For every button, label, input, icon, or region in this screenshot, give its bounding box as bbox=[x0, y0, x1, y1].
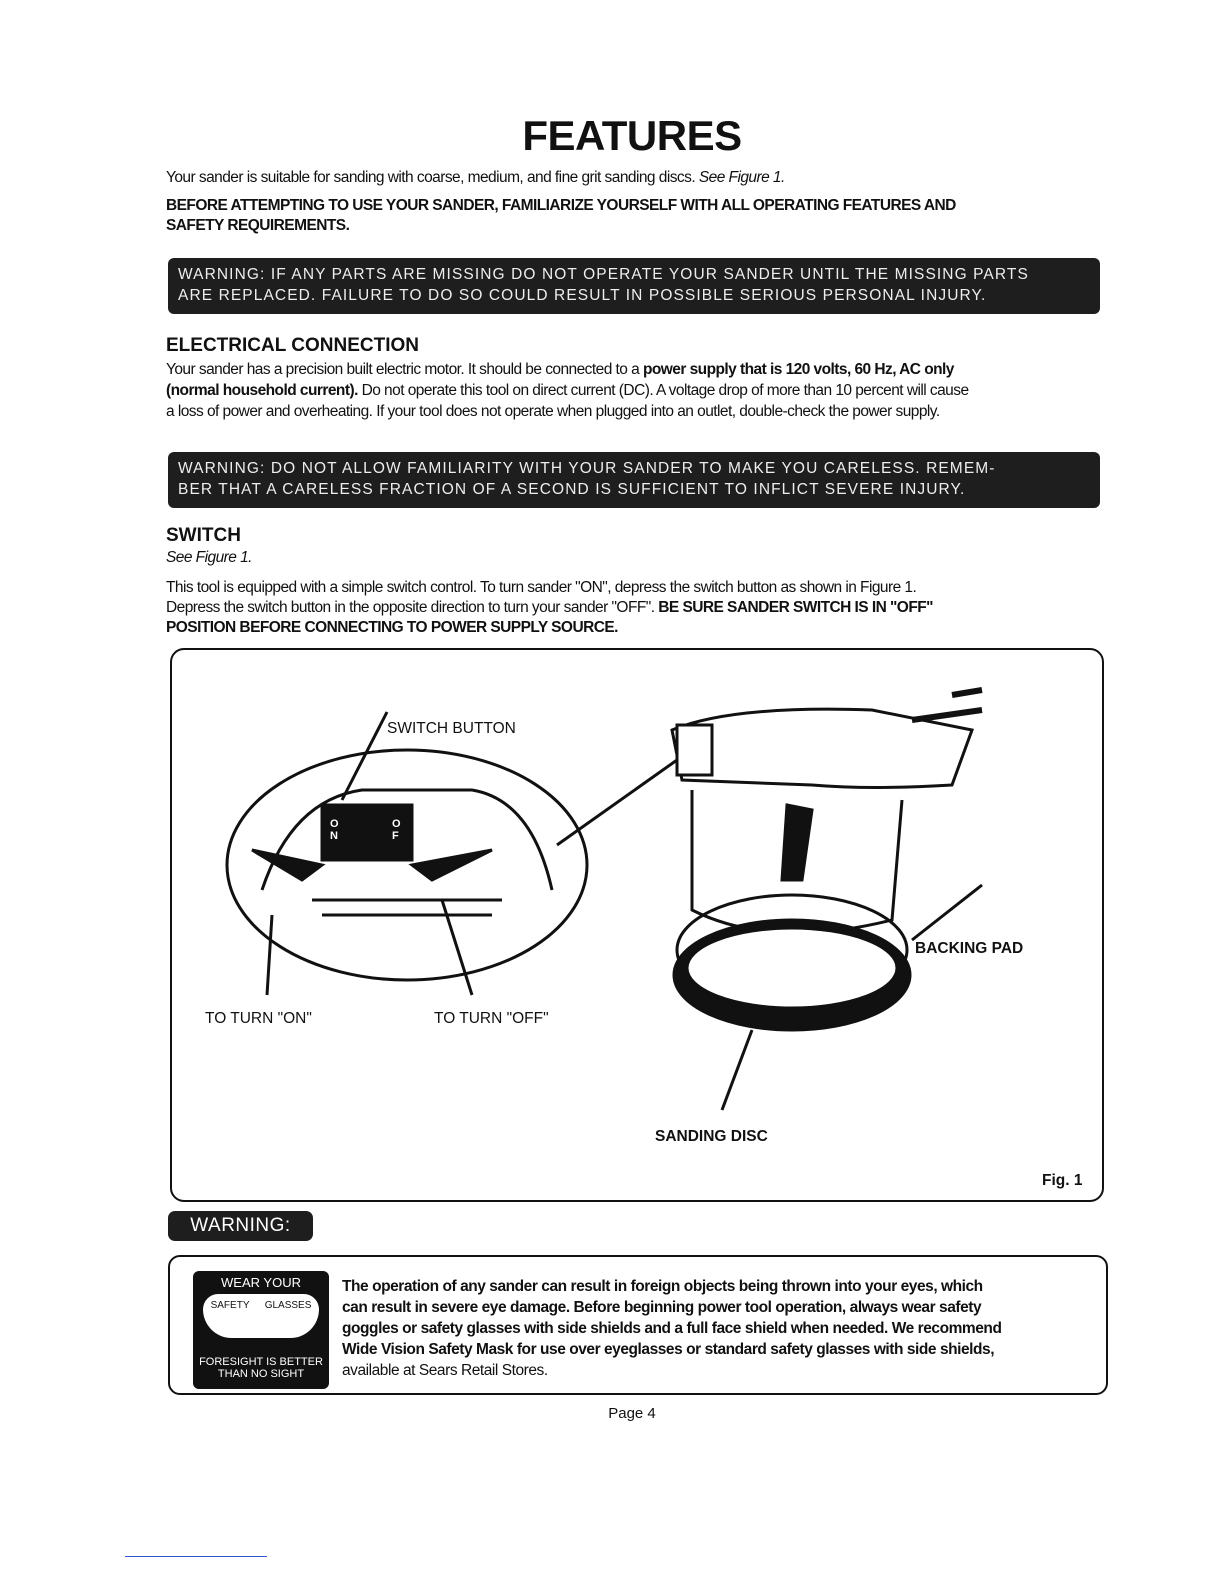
electrical-heading: ELECTRICAL CONNECTION bbox=[166, 335, 419, 356]
intro-see-figure: See Figure 1. bbox=[698, 169, 785, 186]
electrical-line-1 bbox=[166, 360, 1106, 380]
badge-bottom-2: THAN NO SIGHT bbox=[217, 1368, 305, 1380]
electrical-line-2 bbox=[166, 381, 1106, 401]
intro-text bbox=[166, 168, 1106, 188]
warning-line: WARNING: IF ANY PARTS ARE MISSING DO NOT OPERATE YOUR SANDER UNTIL THE MISSING PARTS bbox=[178, 266, 1029, 283]
label-turn-on: TO TURN "ON" bbox=[205, 1010, 312, 1027]
switch-on-letters: ON bbox=[330, 818, 339, 842]
eye-warning-line: goggles or safety glasses with side shields and a full face shield when needed. We recommend bbox=[342, 1320, 1002, 1337]
before-line-1: BEFORE ATTEMPTING TO USE YOUR SANDER, FAMILIARIZE YOURSELF WITH ALL OPERATING FEATURES AND bbox=[166, 197, 956, 214]
switch-see-figure: See Figure 1. bbox=[166, 549, 252, 566]
switch-closeup-drawing bbox=[227, 712, 677, 995]
warning-banner-familiarity bbox=[168, 452, 1100, 508]
switch-off-letters: OF bbox=[392, 818, 401, 842]
before-line-2: SAFETY REQUIREMENTS. bbox=[166, 217, 350, 234]
warning-line: WARNING: DO NOT ALLOW FAMILIARITY WITH YOUR SANDER TO MAKE YOU CARELESS. REMEM- bbox=[178, 460, 996, 477]
text: Your sander has a precision built electric motor. It should be connected to a bbox=[166, 361, 643, 378]
intro-sentence: Your sander is suitable for sanding with coarse, medium, and fine grit sanding discs. bbox=[166, 169, 696, 186]
page-number: Page 4 bbox=[608, 1405, 656, 1422]
label-switch-button: SWITCH BUTTON bbox=[387, 720, 516, 737]
text: Depress the switch button in the opposite direction to turn your sander "OFF". bbox=[166, 599, 659, 616]
eye-warning-line: The operation of any sander can result in foreign objects being thrown into your eyes, which bbox=[342, 1278, 983, 1295]
goggles-icon bbox=[203, 1294, 319, 1338]
badge-bottom-1: FORESIGHT IS BETTER bbox=[199, 1356, 323, 1368]
warning-pill: WARNING: bbox=[168, 1211, 313, 1241]
switch-line-1: This tool is equipped with a simple switch control. To turn sander "ON", depress the switch button as shown in Figure 1. bbox=[166, 579, 917, 596]
switch-heading: SWITCH bbox=[166, 525, 241, 546]
electrical-line-3 bbox=[166, 402, 1106, 422]
badge-glasses: GLASSES bbox=[264, 1300, 312, 1311]
divider bbox=[125, 1556, 267, 1557]
switch-line-2 bbox=[166, 598, 1106, 618]
label-backing-pad: BACKING PAD bbox=[915, 940, 1024, 957]
figure-1 bbox=[170, 648, 1104, 1202]
sander-illustration bbox=[172, 650, 1102, 1200]
eye-warning-line: Wide Vision Safety Mask for use over eyeglasses or standard safety glasses with side shields, bbox=[342, 1341, 995, 1358]
safety-glasses-badge bbox=[193, 1271, 329, 1389]
eye-warning-line: available at Sears Retail Stores. bbox=[342, 1362, 548, 1379]
text: a loss of power and overheating. If your tool does not operate when plugged into an outlet, double-check the power supply. bbox=[166, 403, 940, 420]
sander-drawing bbox=[672, 690, 982, 1110]
text-bold: power supply that is 120 volts, 60 Hz, AC only bbox=[642, 361, 954, 378]
badge-safety: SAFETY bbox=[210, 1300, 250, 1311]
text-bold: (normal household current). bbox=[166, 382, 358, 399]
text-bold: BE SURE SANDER SWITCH IS IN "OFF" bbox=[658, 599, 933, 616]
eye-warning-line: can result in severe eye damage. Before beginning power tool operation, always wear safety bbox=[342, 1299, 982, 1316]
warning-line: ARE REPLACED. FAILURE TO DO SO COULD RESULT IN POSSIBLE SERIOUS PERSONAL INJURY. bbox=[178, 287, 987, 304]
text: Do not operate this tool on direct current (DC). A voltage drop of more than 10 percent will cause bbox=[357, 382, 969, 399]
figure-caption: Fig. 1 bbox=[1042, 1172, 1083, 1189]
page-title: FEATURES bbox=[522, 112, 742, 159]
badge-top: WEAR YOUR bbox=[221, 1275, 301, 1290]
label-turn-off: TO TURN "OFF" bbox=[434, 1010, 549, 1027]
warning-banner-missing-parts bbox=[168, 258, 1100, 314]
switch-line-3: POSITION BEFORE CONNECTING TO POWER SUPPLY SOURCE. bbox=[166, 619, 618, 636]
warning-line: BER THAT A CARELESS FRACTION OF A SECOND IS SUFFICIENT TO INFLICT SEVERE INJURY. bbox=[178, 481, 966, 498]
label-sanding-disc: SANDING DISC bbox=[655, 1128, 768, 1145]
